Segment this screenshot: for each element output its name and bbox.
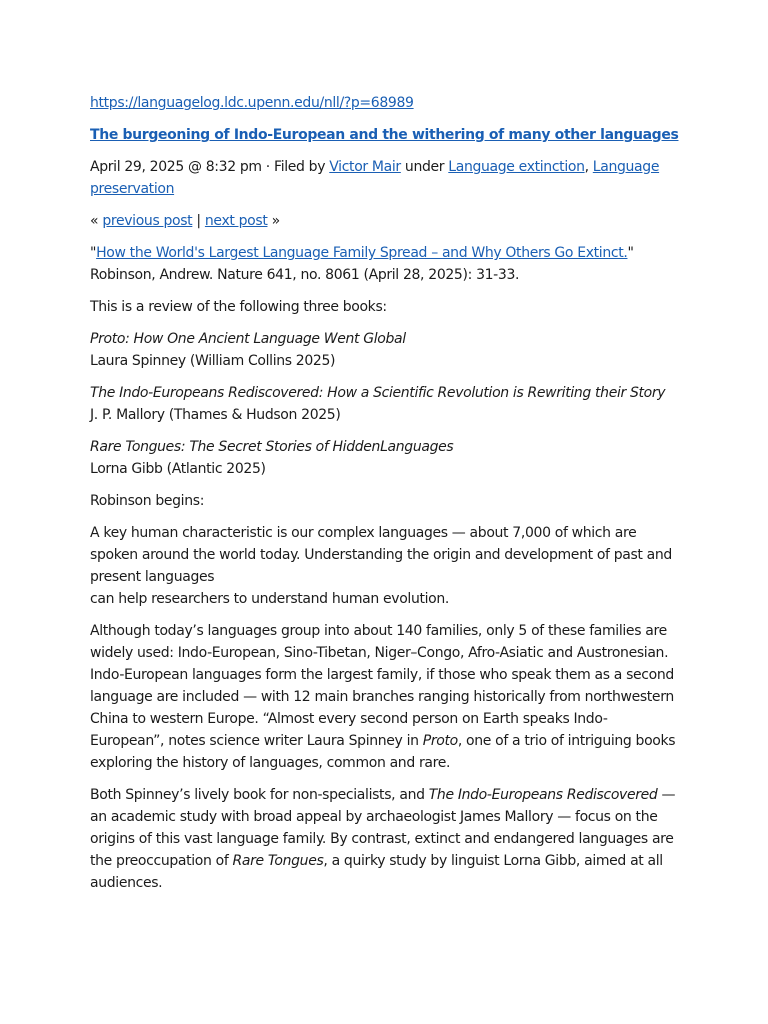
quote-paragraph-1 (90, 522, 680, 610)
article (90, 92, 680, 904)
quote-paragraph-3-text-middle: — an academic study with broad appeal by archaeologist James Mallory — focus on the origins of this vast language family. By contrast, extinct and endangered languages are the preoccupation of (90, 787, 676, 869)
category-link-preservation[interactable]: Language preservation (90, 159, 660, 197)
source-url-link[interactable]: https://languagelog.ldc.upenn.edu/nll/?p=68989 (90, 95, 414, 111)
previous-post-link[interactable]: previous post (102, 213, 193, 229)
citation-article-link[interactable]: How the World's Largest Language Family Spread – and Why Others Go Extinct. (96, 245, 628, 261)
quote-paragraph-3 (90, 784, 680, 894)
nav-separator: | (192, 213, 205, 229)
citation-quote-open: " (90, 245, 97, 261)
book-title: Proto: How One Ancient Language Went Global (90, 331, 406, 347)
under-text: under (400, 159, 449, 175)
book-entry-rare-tongues (90, 436, 680, 480)
post-title (90, 124, 680, 146)
book-title: Rare Tongues: The Secret Stories of HiddenLanguages (90, 439, 454, 455)
quote-paragraph-2-text: Although today’s languages group into about 140 families, only 5 of these families are widely used: Indo-European, Sino-Tibetan, Niger–Congo, Afro-Asiatic and Austronesian. Indo-European languages form the largest family, if those who speak them as a second language are included — with 12 main branches ranging historically from northwestern China to western Europe. “Almost every second person on Earth speaks Indo-European”, notes science writer Laura Spinney in (90, 623, 674, 749)
post-title-link[interactable]: The burgeoning of Indo-European and the withering of many other languages (90, 127, 679, 143)
book-title-indo-europeans-inline: The Indo-Europeans Rediscovered (428, 787, 658, 803)
quote-paragraph-2 (90, 620, 680, 774)
category-separator: , (584, 159, 593, 175)
category-link-extinction[interactable]: Language extinction (448, 159, 585, 175)
book-title: The Indo-Europeans Rediscovered: How a Scientific Revolution is Rewriting their Story (90, 385, 666, 401)
post-meta (90, 156, 680, 200)
citation-details: " Robinson, Andrew. Nature 641, no. 8061 (April 28, 2025): 31-33. (90, 245, 634, 283)
quote-paragraph-1-line2: can help researchers to understand human evolution. (90, 591, 450, 607)
source-url-line (90, 92, 680, 114)
nav-open: « (90, 213, 103, 229)
quote-paragraph-3-text-end: , a quirky study by linguist Lorna Gibb, aimed at all audiences. (90, 853, 663, 891)
author-link[interactable]: Victor Mair (329, 159, 401, 175)
post-date: April 29, 2025 @ 8:32 pm · Filed by (90, 159, 330, 175)
next-post-link[interactable]: next post (204, 213, 268, 229)
nav-close: » (267, 213, 280, 229)
book-author: Lorna Gibb (Atlantic 2025) (90, 461, 266, 477)
post-navigation (90, 210, 680, 232)
book-title-rare-tongues-inline: Rare Tongues (232, 853, 324, 869)
quote-paragraph-1-line1: A key human characteristic is our complex languages — about 7,000 of which are spoken around the world today. Understanding the origin and development of past and present languages (90, 525, 672, 585)
book-entry-proto (90, 328, 680, 372)
book-title-proto-inline: Proto (422, 733, 458, 749)
quote-paragraph-2-text-end: , one of a trio of intriguing books exploring the history of languages, common and rare. (90, 733, 676, 771)
quote-paragraph-3-text: Both Spinney’s lively book for non-specialists, and (90, 787, 429, 803)
book-author: J. P. Mallory (Thames & Hudson 2025) (90, 407, 341, 423)
citation (90, 242, 680, 286)
review-intro: This is a review of the following three books: (90, 299, 387, 315)
robinson-begins: Robinson begins: (90, 493, 205, 509)
book-author: Laura Spinney (William Collins 2025) (90, 353, 336, 369)
book-entry-indo-europeans (90, 382, 680, 426)
